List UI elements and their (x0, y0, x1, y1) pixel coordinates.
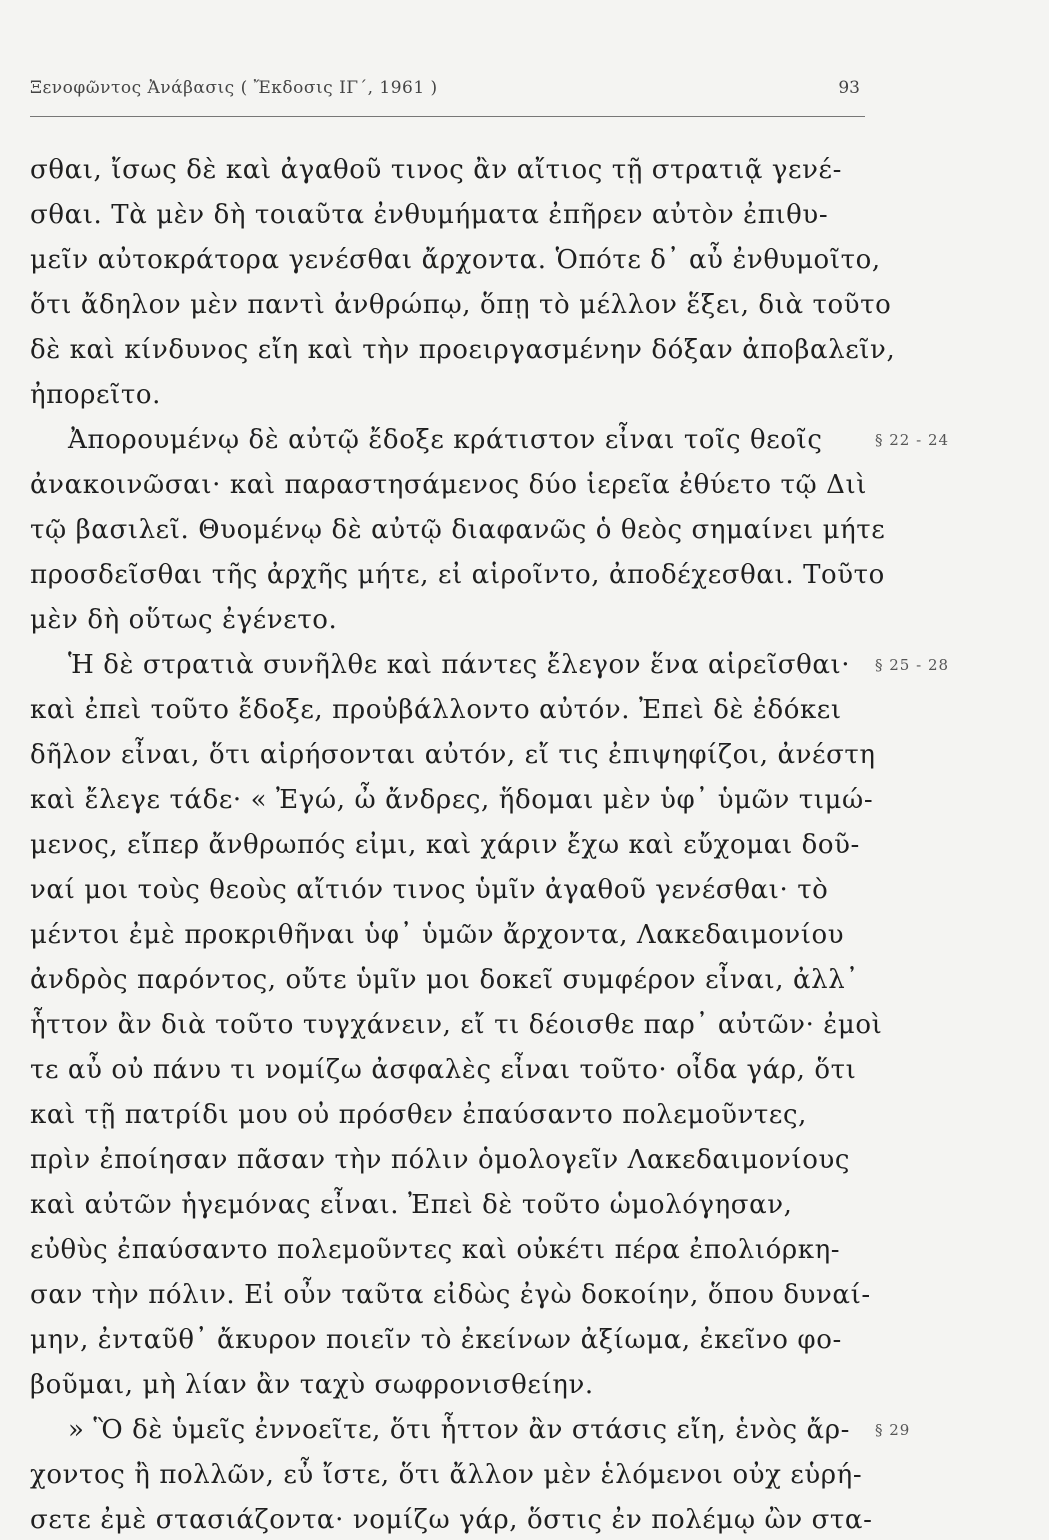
text-line: τῷ βασιλεῖ. Θυομένῳ δὲ αὐτῷ διαφανῶς ὁ θεὸς σημαίνει μήτε (30, 515, 886, 545)
text-line: χοντος ἢ πολλῶν, εὖ ἴστε, ὅτι ἄλλον μὲν ἑλόμενοι οὐχ εὑρή- (30, 1460, 863, 1490)
text-line: σθαι, ἴσως δὲ καὶ ἀγαθοῦ τινος ἂν αἴτιος τῇ στρατιᾷ γενέ- (30, 155, 842, 185)
header-rule (30, 116, 865, 117)
text-line: δὲ καὶ κίνδυνος εἴη καὶ τὴν προειργασμένην δόξαν ἀποβαλεῖν, (30, 335, 896, 365)
text-line: μέντοι ἐμὲ προκριθῆναι ὑφ᾽ ὑμῶν ἄρχοντα, Λακεδαιμονίου (30, 920, 845, 950)
text-line: καὶ ἔλεγε τάδε· « Ἐγώ, ὦ ἄνδρες, ἥδομαι μὲν ὑφ᾽ ὑμῶν τιμώ- (30, 785, 874, 815)
text-line: σθαι. Τὰ μὲν δὴ τοιαῦτα ἐνθυμήματα ἐπῆρεν αὐτὸν ἐπιθυ- (30, 200, 829, 230)
text-line: ἧττον ἂν διὰ τοῦτο τυγχάνειν, εἴ τι δέοισθε παρ᾽ αὐτῶν· ἐμοὶ (30, 1010, 883, 1040)
text-line: ὅτι ἄδηλον μὲν παντὶ ἀνθρώπῳ, ὅπῃ τὸ μέλλον ἕξει, διὰ τοῦτο (30, 290, 892, 320)
text-line: μην, ἐνταῦθ᾽ ἄκυρον ποιεῖν τὸ ἐκείνων ἀξίωμα, ἐκεῖνο φο- (30, 1325, 842, 1355)
text-line: σετε ἐμὲ στασιάζοντα· νομίζω γάρ, ὅστις ἐν πολέμῳ ὢν στα- (30, 1505, 873, 1535)
text-line: ἀνδρὸς παρόντος, οὔτε ὑμῖν μοι δοκεῖ συμφέρον εἶναι, ἀλλ᾽ (30, 965, 859, 995)
text-line: προσδεῖσθαι τῆς ἀρχῆς μήτε, εἰ αἱροῖντο, ἀποδέχεσθαι. Τοῦτο (30, 560, 885, 590)
text-line: πρὶν ἐποίησαν πᾶσαν τὴν πόλιν ὁμολογεῖν Λακεδαιμονίους (30, 1145, 851, 1175)
text-line: καὶ αὐτῶν ἡγεμόνας εἶναι. Ἐπεὶ δὲ τοῦτο ὡμολόγησαν, (30, 1190, 793, 1220)
running-title: Ξενοφῶντος Ἀνάβασις ( Ἔκδοσις ΙΓ΄, 1961 ) (30, 78, 438, 98)
margin-ref-29: § 29 (875, 1421, 911, 1439)
text-line: δῆλον εἶναι, ὅτι αἱρήσονται αὐτόν, εἴ τις ἐπιψηφίζοι, ἀνέστη (30, 740, 876, 770)
text-line: καὶ τῇ πατρίδι μου οὐ πρόσθεν ἐπαύσαντο πολεμοῦντες, (30, 1100, 807, 1130)
text-line: μενος, εἴπερ ἄνθρωπός εἰμι, καὶ χάριν ἔχω καὶ εὔχομαι δοῦ- (30, 830, 860, 860)
text-line: βοῦμαι, μὴ λίαν ἂν ταχὺ σωφρονισθείην. (30, 1370, 594, 1400)
text-line: Ἀπορουμένῳ δὲ αὐτῷ ἔδοξε κράτιστον εἶναι τοῖς θεοῖς (68, 425, 823, 455)
page-header (30, 78, 860, 108)
margin-ref-22-24: § 22 - 24 (875, 431, 950, 449)
text-line: ναί μοι τοὺς θεοὺς αἴτιόν τινος ὑμῖν ἀγαθοῦ γενέσθαι· τὸ (30, 875, 829, 905)
page-number: 93 (838, 78, 860, 98)
text-line: μεῖν αὐτοκράτορα γενέσθαι ἄρχοντα. Ὁπότε δ᾽ αὖ ἐνθυμοῖτο, (30, 245, 881, 275)
text-line: ἠπορεῖτο. (30, 380, 161, 410)
text-line: μὲν δὴ οὕτως ἐγένετο. (30, 605, 338, 635)
text-line: καὶ ἐπεὶ τοῦτο ἔδοξε, προὐβάλλοντο αὐτόν. Ἐπεὶ δὲ ἐδόκει (30, 695, 842, 725)
margin-ref-25-28: § 25 - 28 (875, 656, 950, 674)
text-line: σαν τὴν πόλιν. Εἰ οὖν ταῦτα εἰδὼς ἐγὼ δοκοίην, ὅπου δυναί- (30, 1280, 871, 1310)
text-line: εὐθὺς ἐπαύσαντο πολεμοῦντες καὶ οὐκέτι πέρα ἐπολιόρκη- (30, 1235, 841, 1265)
text-line: ἀνακοινῶσαι· καὶ παραστησάμενος δύο ἱερεῖα ἐθύετο τῷ Διὶ (30, 470, 868, 500)
text-line: τε αὖ οὐ πάνυ τι νομίζω ἀσφαλὲς εἶναι τοῦτο· οἶδα γάρ, ὅτι (30, 1055, 857, 1085)
text-line: » Ὃ δὲ ὑμεῖς ἐννοεῖτε, ὅτι ἧττον ἂν στάσις εἴη, ἑνὸς ἄρ- (68, 1415, 850, 1445)
text-line: Ἡ δὲ στρατιὰ συνῆλθε καὶ πάντες ἔλεγον ἕνα αἱρεῖσθαι· (68, 650, 851, 680)
